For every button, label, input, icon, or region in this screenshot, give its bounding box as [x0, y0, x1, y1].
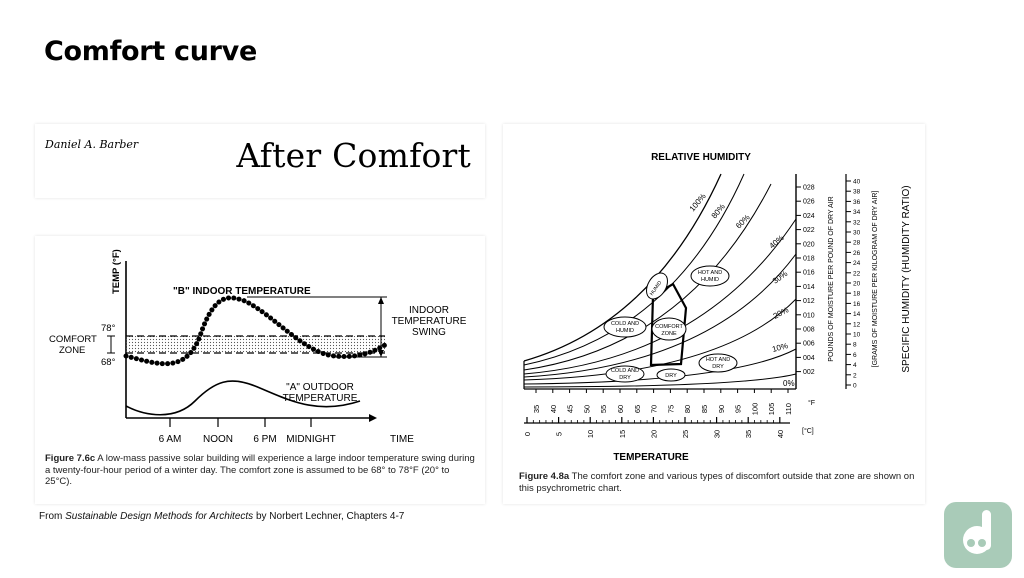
grams-tick-label: 36: [853, 198, 861, 206]
f-tick-label: 70: [649, 404, 659, 414]
comfort-zone-label-2: ZONE: [59, 345, 86, 356]
moisture-tick-label: 024: [803, 212, 815, 220]
grams-tick-label: 20: [853, 280, 861, 288]
swing-label-2: TEMPERATURE: [391, 316, 467, 327]
grams-tick-label: 0: [853, 382, 857, 390]
c-tick-label: 20: [649, 429, 659, 439]
c-tick-label: 0: [523, 431, 532, 437]
rh-10: 10%: [771, 341, 789, 354]
grams-tick-label: 30: [853, 229, 861, 237]
figure-right-caption: [519, 471, 919, 494]
f-tick-label: 45: [565, 404, 575, 414]
cold-humid-zone: [604, 317, 646, 337]
c-tick-label: 10: [586, 429, 596, 439]
grams-tick-label: 40: [853, 178, 861, 186]
f-tick-label: 90: [716, 404, 726, 414]
moisture-tick-label: 002: [803, 369, 815, 377]
moisture-tick-label: 010: [803, 312, 815, 320]
credit-prefix: From: [39, 511, 66, 522]
figure-left-caption-text: A low-mass passive solar building will experience a large indoor temperature swing during a twenty-four-hour period of a winter day. The comfort zone is assumed to be 68° to 78°F (20° to 25°C).: [45, 453, 475, 487]
rh-80: 80%: [709, 202, 727, 221]
grams-ticks: [846, 179, 861, 390]
f-tick-label: 50: [582, 404, 592, 414]
c-tick-label: 15: [617, 429, 627, 439]
grams-tick-label: 8: [853, 341, 857, 349]
rh-100: 100%: [687, 191, 708, 214]
moisture-tick-label: 012: [803, 298, 815, 306]
grams-tick-label: 10: [853, 331, 861, 339]
f-tick-label: 105: [767, 402, 777, 416]
c-tick-label: 25: [681, 429, 690, 439]
dry-label: DRY: [665, 373, 677, 379]
grams-tick-label: 18: [853, 290, 861, 298]
grams-tick-label: 6: [853, 351, 857, 359]
hot-humid-zone: [691, 266, 729, 286]
celsius-scale: [523, 417, 785, 438]
fahrenheit-scale: [532, 389, 793, 415]
x-tick-6pm: 6 PM: [253, 434, 277, 445]
grams-tick-label: 26: [853, 249, 861, 257]
figure-psychrometric: [503, 124, 925, 504]
specific-humidity-label: SPECIFIC HUMIDITY (HUMIDITY RATIO): [901, 185, 912, 373]
grams-tick-label: 24: [853, 260, 861, 268]
f-tick-label: 60: [616, 404, 625, 414]
grams-tick-label: 38: [853, 188, 861, 196]
c-tick-label: 35: [744, 429, 754, 439]
f-tick-label: 75: [666, 404, 676, 414]
moisture-tick-label: 026: [803, 198, 815, 206]
logo-d-icon: [944, 502, 1012, 568]
comfort-label-1: COMFORT: [655, 324, 683, 330]
f-tick-label: 110: [784, 403, 793, 415]
grams-tick-label: 12: [853, 321, 861, 329]
moisture-tick-label: 016: [803, 269, 815, 277]
slide-title: Comfort curve: [44, 36, 257, 67]
f-tick-label: 35: [532, 404, 541, 414]
swing-label-1: INDOOR: [409, 305, 449, 316]
grams-tick-label: 28: [853, 239, 861, 247]
figure-right-caption-label: Figure 4.8a: [519, 471, 570, 482]
figure-right-caption-text: The comfort zone and various types of discomfort outside that zone are shown on this psychrometric chart.: [519, 471, 915, 494]
moisture-axis-label: POUNDS OF MOISTURE PER POUND OF DRY AIR: [828, 196, 835, 362]
x-tick-noon: NOON: [203, 434, 233, 445]
grams-tick-label: 34: [853, 209, 861, 217]
rh-30: 30%: [770, 269, 790, 286]
hot-dry-label-2: DRY: [712, 364, 724, 370]
f-tick-label: 85: [700, 404, 709, 414]
upper-temp-label: 78°: [101, 323, 116, 334]
psychro-x-axis-label: TEMPERATURE: [613, 452, 689, 463]
psychro-title: RELATIVE HUMIDITY: [651, 152, 751, 163]
f-tick-label: 55: [599, 404, 609, 414]
book-author: Daniel A. Barber: [45, 138, 139, 151]
moisture-tick-label: 028: [803, 184, 815, 192]
figure-temperature-swing: [35, 236, 485, 504]
c-tick-label: 5: [554, 431, 564, 437]
book-header: [35, 124, 485, 198]
figure-left-caption: [45, 453, 475, 488]
credit-suffix: by Norbert Lechner, Chapters 4-7: [253, 511, 405, 522]
moisture-tick-label: 018: [803, 255, 815, 263]
cold-humid-label-2: HUMID: [615, 328, 635, 334]
rh-0: 0%: [783, 379, 795, 388]
moisture-tick-label: 006: [803, 340, 815, 348]
temperature-swing-diagram: [35, 236, 485, 448]
rh-60: 60%: [734, 212, 752, 231]
source-credit: [39, 511, 404, 522]
x-tick-midnight: MIDNIGHT: [286, 434, 336, 445]
hot-humid-label-1: HOT AND: [697, 270, 723, 276]
rh-40: 40%: [767, 233, 786, 251]
credit-book-title: Sustainable Design Methods for Architects: [65, 511, 254, 522]
moisture-tick-label: 014: [803, 283, 815, 291]
comfort-zone-label: COMFORT: [49, 334, 97, 345]
f-unit: °F: [808, 400, 816, 407]
grams-tick-label: 16: [853, 300, 861, 308]
swing-label-3: SWING: [412, 327, 446, 338]
indoor-temperature-label: "B" INDOOR TEMPERATURE: [173, 286, 311, 297]
cold-humid-label-1: COLD AND: [610, 321, 640, 327]
brand-logo: [944, 502, 1012, 568]
moisture-tick-label: 022: [803, 227, 815, 235]
f-tick-label: 80: [683, 404, 693, 414]
outdoor-label-2: TEMPERATURE: [282, 393, 358, 404]
moisture-ticks: [796, 185, 815, 377]
grams-tick-label: 2: [853, 372, 857, 380]
humid-zone-label: HUMID: [649, 279, 664, 297]
comfort-label-2: ZONE: [661, 331, 677, 337]
f-tick-label: 40: [548, 404, 558, 414]
lower-temp-label: 68°: [101, 357, 116, 368]
c-unit: [°C]: [802, 428, 814, 435]
x-axis-arrow: [369, 414, 377, 422]
grams-tick-label: 32: [853, 219, 861, 227]
rh-20: 20%: [771, 305, 791, 321]
f-tick-label: 100: [750, 402, 760, 416]
f-tick-label: 65: [632, 404, 642, 414]
psychrometric-chart: [503, 124, 925, 468]
x-axis-label: TIME: [390, 434, 414, 445]
x-tick-6am: 6 AM: [158, 434, 182, 445]
cold-dry-label-2: DRY: [619, 375, 631, 381]
outdoor-label-1: "A" OUTDOOR: [286, 382, 354, 393]
grams-tick-label: 14: [853, 311, 861, 319]
grams-tick-label: 22: [853, 270, 861, 278]
hot-dry-label-1: HOT AND: [705, 357, 731, 363]
moisture-tick-label: 008: [803, 326, 815, 334]
grams-tick-label: 4: [853, 362, 857, 370]
f-tick-label: 95: [733, 404, 743, 414]
hot-humid-label-2: HUMID: [700, 277, 720, 283]
book-title: After Comfort: [236, 136, 471, 175]
grams-axis-label: [GRAMS OF MOISTURE PER KILOGRAM OF DRY AIR]: [872, 190, 879, 368]
figure-left-caption-label: Figure 7.6c: [45, 453, 96, 464]
c-tick-label: 30: [712, 429, 722, 439]
comfort-band: [126, 336, 385, 353]
y-axis-label: TEMP (°F): [111, 249, 122, 294]
moisture-tick-label: 004: [803, 354, 815, 362]
cold-dry-label-1: COLD AND: [610, 368, 640, 374]
c-tick-label: 40: [775, 429, 785, 439]
moisture-tick-label: 020: [803, 241, 815, 249]
